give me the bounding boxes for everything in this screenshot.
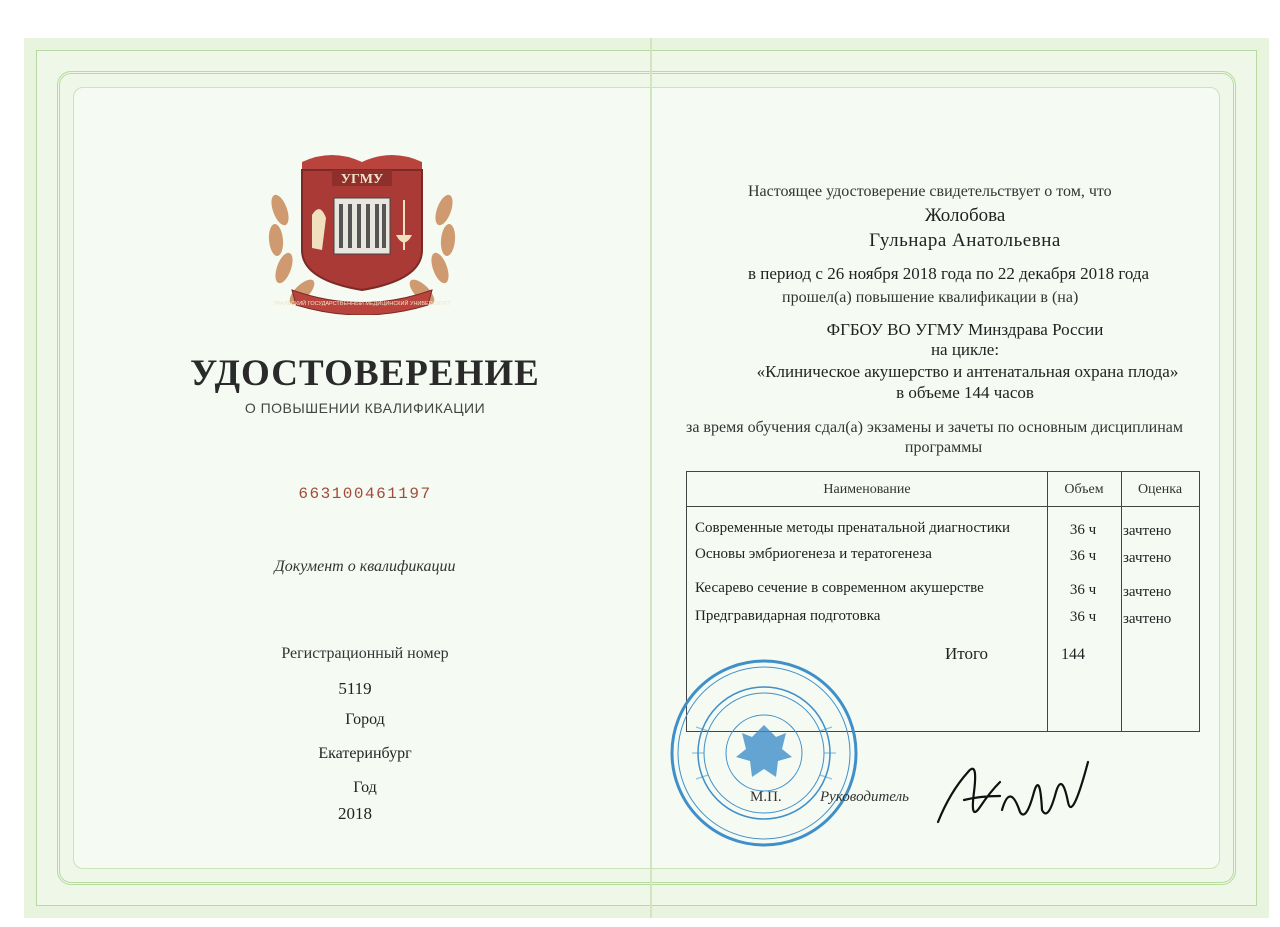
document-type: Документ о квалификации (274, 558, 456, 575)
total-value: 144 (1061, 646, 1085, 663)
total-label: Итого (945, 644, 989, 663)
year-value: 2018 (338, 804, 372, 823)
row-volume: 36 ч (1069, 609, 1097, 625)
exams-text-1: за время обучения сдал(а) экзамены и зачеты по основным дисциплинам (686, 419, 1184, 436)
passed-text: прошел(а) повышение квалификации в (на) (782, 289, 1079, 306)
study-period: в период с 26 ноября 2018 года по 22 декабря 2018 года (748, 264, 1150, 283)
header-name: Наименование (823, 482, 911, 497)
emblem-ribbon-text: УРАЛЬСКИЙ ГОСУДАРСТВЕННЫЙ МЕДИЦИНСКИЙ УНИВЕРСИТЕТ (273, 301, 451, 307)
row-discipline: Основы эмбриогенеза и тератогенеза (695, 546, 932, 562)
serial-number: 663100461197 (298, 485, 432, 503)
holder-surname: Жолобова (924, 205, 1006, 226)
row-grade: зачтено (1123, 523, 1172, 539)
official-stamp-icon (668, 657, 860, 849)
intro-text: Настоящее удостоверение свидетельствует о том, что (748, 183, 1112, 200)
row-discipline: Предгравидарная подготовка (695, 608, 881, 624)
row-volume: 36 ч (1069, 522, 1097, 538)
registration-number: 5119 (338, 679, 372, 698)
row-grade: зачтено (1123, 584, 1172, 600)
row-discipline: Современные методы пренатальной диагностики (695, 520, 1011, 536)
stamp-place-mark: М.П. (750, 789, 782, 805)
head-label: Руководитель (820, 789, 909, 805)
emblem-text: УГМУ (340, 172, 384, 187)
page-fold (650, 38, 652, 918)
holder-name: Гульнара Анатольевна (869, 230, 1061, 251)
course-volume: в объеме 144 часов (896, 383, 1034, 402)
cycle-title: «Клиническое акушерство и антенатальная охрана плода» (756, 362, 1179, 381)
city-value: Екатеринбург (318, 745, 412, 762)
exams-text-2: программы (904, 439, 983, 456)
city-label: Город (345, 711, 385, 728)
row-grade: зачтено (1123, 611, 1172, 627)
university-emblem-icon (262, 140, 462, 315)
year-label: Год (353, 779, 377, 796)
document-subtitle: О ПОВЫШЕНИИ КВАЛИФИКАЦИИ (244, 400, 486, 416)
row-grade: зачтено (1123, 550, 1172, 566)
cycle-label: на цикле: (930, 340, 1000, 359)
organization: ФГБОУ ВО УГМУ Минздрава России (826, 320, 1104, 339)
registration-label: Регистрационный номер (281, 645, 449, 662)
header-volume: Объем (1064, 482, 1104, 497)
header-grade: Оценка (1137, 482, 1183, 497)
row-discipline: Кесарево сечение в современном акушерстве (695, 580, 984, 596)
document-title: УДОСТОВЕРЕНИЕ (190, 353, 540, 394)
row-volume: 36 ч (1069, 548, 1097, 564)
signature-icon (930, 752, 1100, 842)
row-volume: 36 ч (1069, 582, 1097, 598)
